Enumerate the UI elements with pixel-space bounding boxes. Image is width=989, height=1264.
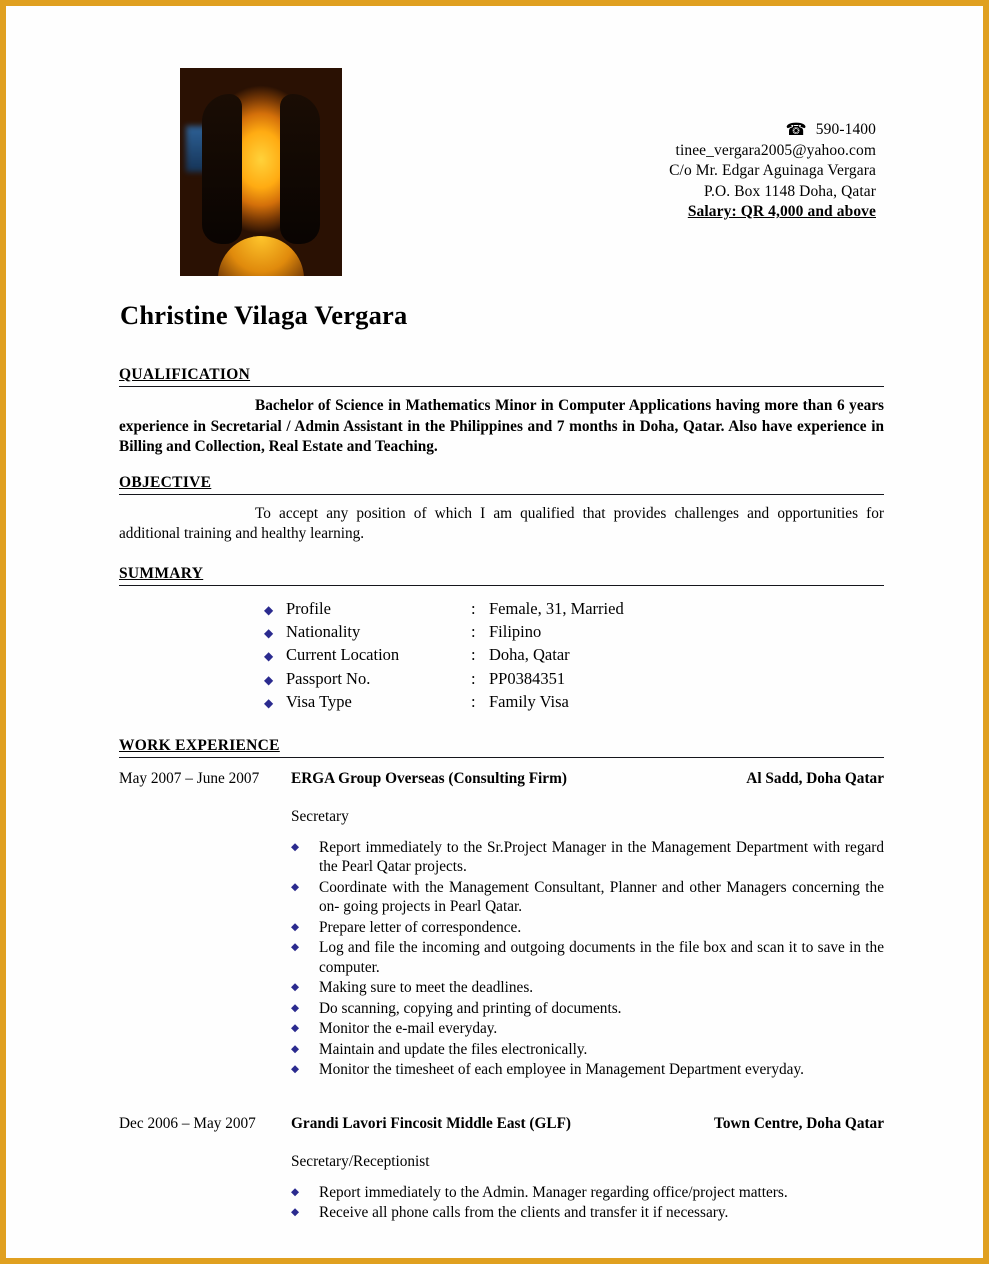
section-heading-work-experience-label: WORK EXPERIENCE bbox=[119, 736, 280, 754]
summary-row bbox=[264, 621, 884, 644]
diamond-bullet-icon: ◆ bbox=[264, 649, 274, 664]
duty-text: Prepare letter of correspondence. bbox=[319, 918, 522, 936]
qualification-body: Bachelor of Science in Mathematics Minor in Computer Applications having more than 6 years experience in Secretarial / Admin Assistant in the Philippines and 7 months in Doha, Qatar. Also have experience in Billing and Collection, Real Estate and Teaching. bbox=[119, 397, 884, 455]
objective-text bbox=[119, 504, 884, 545]
duty-item bbox=[291, 878, 884, 917]
section-heading-qualification-label: QUALIFICATION bbox=[119, 366, 251, 383]
duty-text: Maintain and update the files electronically. bbox=[319, 1040, 588, 1058]
summary-value: Female, 31, Married bbox=[489, 598, 624, 618]
duty-text: Receive all phone calls from the clients and transfer it if necessary. bbox=[319, 1204, 729, 1222]
diamond-bullet-icon: ◆ bbox=[291, 1043, 300, 1055]
spacer bbox=[119, 458, 884, 474]
duty-text: Making sure to meet the deadlines. bbox=[319, 979, 534, 997]
summary-row bbox=[264, 598, 884, 621]
spacer bbox=[119, 1081, 884, 1103]
duty-text: Do scanning, copying and printing of documents. bbox=[319, 999, 622, 1017]
job-duties-list bbox=[291, 838, 884, 1080]
duty-item bbox=[291, 838, 884, 877]
summary-label: Profile bbox=[286, 598, 331, 618]
page-sheet bbox=[6, 6, 983, 1258]
care-of-line: C/o Mr. Edgar Aguinaga Vergara bbox=[669, 162, 876, 179]
document-header bbox=[6, 6, 983, 236]
diamond-bullet-icon: ◆ bbox=[291, 942, 300, 954]
diamond-bullet-icon: ◆ bbox=[264, 696, 274, 711]
diamond-bullet-icon: ◆ bbox=[291, 1023, 300, 1035]
diamond-bullet-icon: ◆ bbox=[291, 1002, 300, 1014]
duty-item bbox=[291, 918, 884, 938]
contact-block bbox=[669, 120, 876, 223]
summary-colon: : bbox=[471, 598, 476, 618]
duty-text: Report immediately to the Admin. Manager regarding office/project matters. bbox=[319, 1183, 788, 1201]
salary-expectation: Salary: QR 4,000 and above bbox=[687, 203, 876, 220]
section-heading-qualification bbox=[119, 366, 884, 387]
diamond-bullet-icon: ◆ bbox=[291, 982, 300, 994]
phone-number: 590-1400 bbox=[815, 121, 876, 138]
summary-value: Doha, Qatar bbox=[489, 645, 570, 665]
summary-label: Passport No. bbox=[286, 668, 371, 688]
diamond-bullet-icon: ◆ bbox=[291, 1064, 300, 1076]
job-company: ERGA Group Overseas (Consulting Firm) bbox=[291, 769, 567, 787]
photo-hair-left bbox=[202, 94, 242, 244]
job-title: Secretary/Receptionist bbox=[291, 1152, 430, 1170]
job-dates: Dec 2006 – May 2007 bbox=[119, 1114, 256, 1132]
duty-item bbox=[291, 1060, 884, 1080]
summary-label: Visa Type bbox=[286, 692, 352, 712]
email-address: tinee_vergara2005@yahoo.com bbox=[675, 141, 876, 159]
duty-item bbox=[291, 1203, 884, 1223]
diamond-bullet-icon: ◆ bbox=[264, 625, 274, 640]
summary-value: Family Visa bbox=[489, 692, 569, 712]
spacer bbox=[119, 715, 884, 737]
spacer bbox=[119, 545, 884, 565]
diamond-bullet-icon: ◆ bbox=[291, 1207, 300, 1219]
duty-item bbox=[291, 1183, 884, 1203]
duty-item bbox=[291, 938, 884, 977]
summary-label: Nationality bbox=[286, 621, 361, 641]
diamond-bullet-icon: ◆ bbox=[291, 921, 300, 933]
duty-item bbox=[291, 999, 884, 1019]
document-body bbox=[119, 366, 884, 1224]
duty-text: Monitor the timesheet of each employee in Management Department everyday. bbox=[319, 1061, 804, 1079]
section-heading-summary-label: SUMMARY bbox=[119, 564, 204, 582]
summary-row bbox=[264, 691, 884, 714]
summary-list bbox=[264, 598, 884, 715]
job-location: Al Sadd, Doha Qatar bbox=[746, 769, 884, 787]
job-location: Town Centre, Doha Qatar bbox=[714, 1114, 884, 1132]
phone-line bbox=[669, 120, 876, 141]
duty-item bbox=[291, 1040, 884, 1060]
telephone-icon: ☎ bbox=[785, 119, 807, 139]
duty-text: Monitor the e-mail everyday. bbox=[319, 1020, 498, 1038]
section-heading-summary bbox=[119, 565, 884, 586]
summary-label: Current Location bbox=[286, 645, 400, 665]
objective-body: To accept any position of which I am qualified that provides challenges and opportunities for additional training and healthy learning. bbox=[119, 504, 884, 542]
portrait-photo bbox=[180, 68, 342, 276]
duty-text: Report immediately to the Sr.Project Manager in the Management Department with regard the Pearl Qatar projects. bbox=[319, 838, 884, 876]
candidate-name: Christine Vilaga Vergara bbox=[120, 300, 408, 330]
photo-hair-right bbox=[280, 94, 320, 244]
summary-colon: : bbox=[471, 668, 476, 688]
duty-item bbox=[291, 1019, 884, 1039]
diamond-bullet-icon: ◆ bbox=[291, 881, 300, 893]
duty-item bbox=[291, 978, 884, 998]
diamond-bullet-icon: ◆ bbox=[291, 1186, 300, 1198]
job-entry bbox=[119, 770, 884, 1080]
summary-colon: : bbox=[471, 692, 476, 712]
duty-text: Log and file the incoming and outgoing documents in the file box and scan it to save in the computer. bbox=[319, 939, 884, 976]
job-header bbox=[119, 1115, 884, 1133]
job-company: Grandi Lavori Fincosit Middle East (GLF) bbox=[291, 1114, 572, 1132]
duty-text: Coordinate with the Management Consultant, Planner and other Managers concerning the on- going projects in Pearl Qatar. bbox=[319, 878, 884, 916]
summary-value: Filipino bbox=[489, 621, 542, 641]
diamond-bullet-icon: ◆ bbox=[264, 602, 274, 617]
section-heading-objective-label: OBJECTIVE bbox=[119, 473, 212, 491]
postal-address: P.O. Box 1148 Doha, Qatar bbox=[704, 182, 876, 200]
job-duties-list bbox=[291, 1183, 884, 1223]
section-heading-objective bbox=[119, 474, 884, 495]
summary-value: PP0384351 bbox=[489, 668, 566, 688]
diamond-bullet-icon: ◆ bbox=[264, 672, 274, 687]
diamond-bullet-icon: ◆ bbox=[291, 841, 300, 853]
summary-row bbox=[264, 668, 884, 691]
job-header bbox=[119, 770, 884, 788]
section-heading-work-experience bbox=[119, 737, 884, 758]
qualification-text bbox=[119, 396, 884, 458]
summary-colon: : bbox=[471, 621, 476, 641]
summary-colon: : bbox=[471, 645, 476, 665]
job-title: Secretary bbox=[291, 807, 349, 825]
job-dates: May 2007 – June 2007 bbox=[119, 769, 260, 787]
summary-row bbox=[264, 644, 884, 667]
job-entry bbox=[119, 1115, 884, 1223]
